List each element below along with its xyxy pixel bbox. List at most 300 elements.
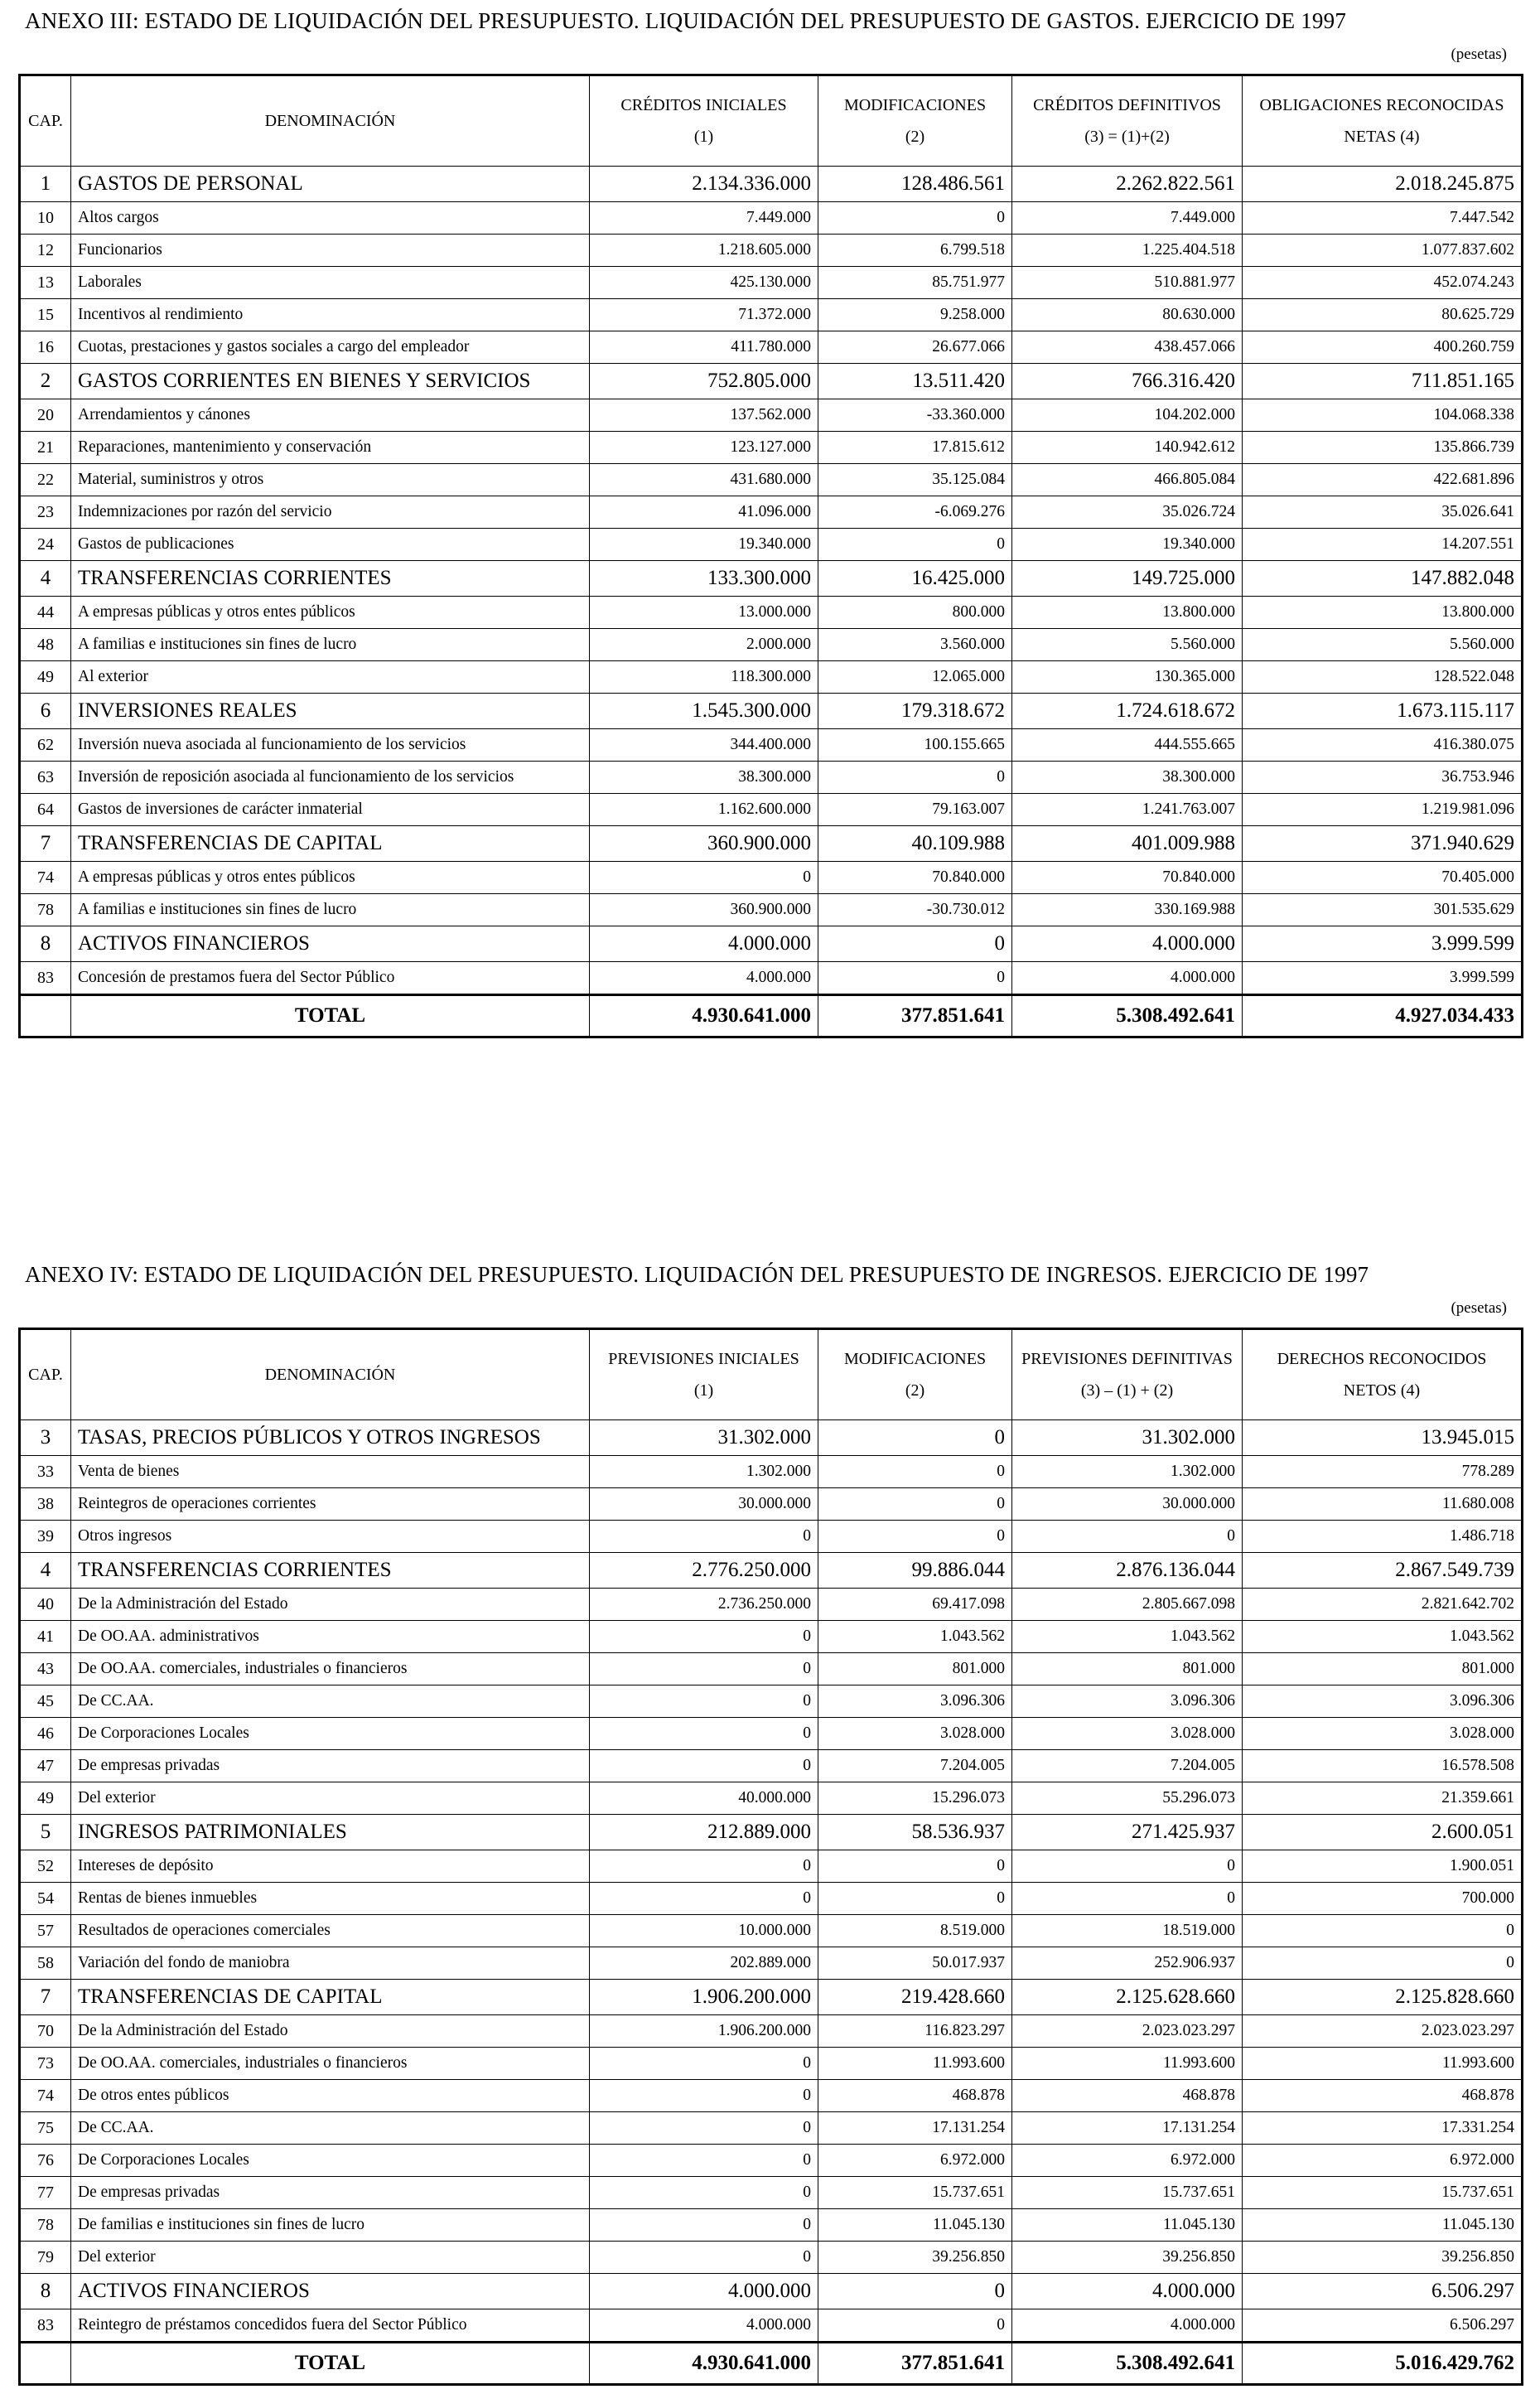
- table-row: [20, 364, 1523, 399]
- row-value-recognised: 371.940.629: [1243, 826, 1523, 862]
- row-value-definitive: 1.241.763.007: [1012, 794, 1243, 826]
- row-value-recognised: 7.447.542: [1243, 202, 1523, 235]
- annex-gastos-table: [18, 74, 1523, 1038]
- row-value-recognised: 16.578.508: [1243, 1750, 1523, 1782]
- total-label: TOTAL: [71, 2343, 590, 2385]
- row-value-definitive: 401.009.988: [1012, 826, 1243, 862]
- row-value-definitive: 70.840.000: [1012, 862, 1243, 894]
- row-cap: 38: [20, 1488, 71, 1521]
- row-value-modifications: 219.428.660: [818, 1980, 1012, 2015]
- annex-gastos-section: [18, 8, 1522, 1038]
- row-denominacion: De CC.AA.: [71, 1685, 590, 1718]
- row-value-recognised: 416.380.075: [1243, 729, 1523, 762]
- row-denominacion: De empresas privadas: [71, 1750, 590, 1782]
- row-value-definitive: 1.225.404.518: [1012, 235, 1243, 267]
- row-cap: 57: [20, 1915, 71, 1947]
- row-value-recognised: 422.681.896: [1243, 464, 1523, 496]
- row-value-initial: 752.805.000: [590, 364, 818, 399]
- annex-ingresos-table: [18, 1328, 1523, 2386]
- row-value-initial: 0: [590, 2242, 818, 2274]
- row-value-definitive: 1.043.562: [1012, 1621, 1243, 1653]
- row-value-initial: 360.900.000: [590, 894, 818, 926]
- row-denominacion: Arrendamientos y cánones: [71, 399, 590, 432]
- row-denominacion: TRANSFERENCIAS CORRIENTES: [71, 1553, 590, 1589]
- table-row: [20, 1883, 1523, 1915]
- table-row: [20, 826, 1523, 862]
- table-row: [20, 464, 1523, 496]
- row-denominacion: TRANSFERENCIAS DE CAPITAL: [71, 826, 590, 862]
- table-row: [20, 299, 1523, 331]
- row-value-modifications: 58.536.937: [818, 1815, 1012, 1850]
- row-value-initial: 19.340.000: [590, 529, 818, 561]
- row-value-initial: 344.400.000: [590, 729, 818, 762]
- row-value-modifications: 0: [818, 2309, 1012, 2343]
- row-denominacion: Reintegros de operaciones corrientes: [71, 1488, 590, 1521]
- row-value-definitive: 19.340.000: [1012, 529, 1243, 561]
- column-header-creditos-definitivos: CRÉDITOS DEFINITIVOS (3) = (1)+(2): [1012, 75, 1243, 167]
- table-row: [20, 2145, 1523, 2177]
- row-value-modifications: 800.000: [818, 597, 1012, 629]
- row-denominacion: De empresas privadas: [71, 2177, 590, 2209]
- row-value-initial: 1.218.605.000: [590, 235, 818, 267]
- row-value-definitive: 801.000: [1012, 1653, 1243, 1685]
- row-value-initial: 40.000.000: [590, 1782, 818, 1815]
- row-value-initial: 425.130.000: [590, 267, 818, 299]
- row-cap: 78: [20, 894, 71, 926]
- column-header-creditos-iniciales: CRÉDITOS INICIALES (1): [590, 75, 818, 167]
- table-row: [20, 1653, 1523, 1685]
- row-cap: 1: [20, 167, 71, 202]
- row-value-modifications: 13.511.420: [818, 364, 1012, 399]
- total-value-modifications: 377.851.641: [818, 2343, 1012, 2385]
- row-denominacion: INVERSIONES REALES: [71, 694, 590, 729]
- row-value-recognised: 3.028.000: [1243, 1718, 1523, 1750]
- table-row: [20, 1589, 1523, 1621]
- row-value-initial: 0: [590, 2209, 818, 2242]
- row-denominacion: De otros entes públicos: [71, 2080, 590, 2112]
- row-value-modifications: 26.677.066: [818, 331, 1012, 364]
- row-value-modifications: -6.069.276: [818, 496, 1012, 529]
- table-row: [20, 597, 1523, 629]
- row-value-definitive: 30.000.000: [1012, 1488, 1243, 1521]
- row-value-modifications: 99.886.044: [818, 1553, 1012, 1589]
- table-row: [20, 529, 1523, 561]
- row-value-definitive: 55.296.073: [1012, 1782, 1243, 1815]
- row-cap: 15: [20, 299, 71, 331]
- row-value-recognised: 80.625.729: [1243, 299, 1523, 331]
- table-row: [20, 661, 1523, 694]
- row-denominacion: Al exterior: [71, 661, 590, 694]
- row-value-initial: 4.000.000: [590, 2274, 818, 2309]
- row-value-modifications: 0: [818, 2274, 1012, 2309]
- row-cap: 33: [20, 1456, 71, 1488]
- row-value-definitive: 13.800.000: [1012, 597, 1243, 629]
- row-value-recognised: 301.535.629: [1243, 894, 1523, 926]
- row-value-recognised: 6.972.000: [1243, 2145, 1523, 2177]
- row-value-recognised: 2.821.642.702: [1243, 1589, 1523, 1621]
- row-value-definitive: 1.724.618.672: [1012, 694, 1243, 729]
- row-value-initial: 411.780.000: [590, 331, 818, 364]
- row-cap: 79: [20, 2242, 71, 2274]
- annex-ingresos-table-body: [20, 1420, 1523, 2385]
- row-value-initial: 2.736.250.000: [590, 1589, 818, 1621]
- row-value-modifications: 3.560.000: [818, 629, 1012, 661]
- table-header-row: [20, 1329, 1523, 1420]
- row-value-modifications: 17.131.254: [818, 2112, 1012, 2145]
- total-label: TOTAL: [71, 995, 590, 1037]
- row-value-recognised: 778.289: [1243, 1456, 1523, 1488]
- table-row: [20, 496, 1523, 529]
- annex-ingresos-units: (pesetas): [1451, 1299, 1507, 1317]
- table-row: [20, 1521, 1523, 1553]
- row-value-initial: 4.000.000: [590, 962, 818, 995]
- row-denominacion: De la Administración del Estado: [71, 1589, 590, 1621]
- row-value-initial: 41.096.000: [590, 496, 818, 529]
- table-row: [20, 862, 1523, 894]
- row-value-definitive: 4.000.000: [1012, 2274, 1243, 2309]
- row-cap: 76: [20, 2145, 71, 2177]
- row-denominacion: Altos cargos: [71, 202, 590, 235]
- row-value-recognised: 35.026.641: [1243, 496, 1523, 529]
- row-cap: 4: [20, 561, 71, 597]
- row-cap: 62: [20, 729, 71, 762]
- row-value-recognised: 468.878: [1243, 2080, 1523, 2112]
- annex-gastos-units: (pesetas): [1451, 46, 1507, 63]
- row-value-initial: 0: [590, 1685, 818, 1718]
- row-value-definitive: 0: [1012, 1521, 1243, 1553]
- row-value-definitive: 4.000.000: [1012, 926, 1243, 962]
- row-cap: 83: [20, 2309, 71, 2343]
- table-row: [20, 2274, 1523, 2309]
- row-value-modifications: 3.028.000: [818, 1718, 1012, 1750]
- total-value-definitive: 5.308.492.641: [1012, 2343, 1243, 2385]
- row-value-recognised: 39.256.850: [1243, 2242, 1523, 2274]
- row-value-recognised: 0: [1243, 1947, 1523, 1980]
- row-denominacion: A familias e instituciones sin fines de lucro: [71, 629, 590, 661]
- row-value-definitive: 4.000.000: [1012, 962, 1243, 995]
- row-denominacion: Incentivos al rendimiento: [71, 299, 590, 331]
- row-value-initial: 0: [590, 1750, 818, 1782]
- row-value-definitive: 130.365.000: [1012, 661, 1243, 694]
- row-value-definitive: 140.942.612: [1012, 432, 1243, 464]
- row-denominacion: De OO.AA. comerciales, industriales o financieros: [71, 2048, 590, 2080]
- row-denominacion: Otros ingresos: [71, 1521, 590, 1553]
- row-cap: 45: [20, 1685, 71, 1718]
- row-denominacion: GASTOS DE PERSONAL: [71, 167, 590, 202]
- row-cap: 78: [20, 2209, 71, 2242]
- row-value-recognised: 36.753.946: [1243, 762, 1523, 794]
- table-row: [20, 167, 1523, 202]
- row-denominacion: Indemnizaciones por razón del servicio: [71, 496, 590, 529]
- row-denominacion: De OO.AA. comerciales, industriales o financieros: [71, 1653, 590, 1685]
- row-value-definitive: 149.725.000: [1012, 561, 1243, 597]
- row-denominacion: Concesión de prestamos fuera del Sector Público: [71, 962, 590, 995]
- column-header-denominacion: DENOMINACIÓN: [71, 75, 590, 167]
- row-value-recognised: 6.506.297: [1243, 2309, 1523, 2343]
- row-value-modifications: 7.204.005: [818, 1750, 1012, 1782]
- row-value-definitive: 104.202.000: [1012, 399, 1243, 432]
- row-value-initial: 31.302.000: [590, 1420, 818, 1456]
- row-denominacion: TASAS, PRECIOS PÚBLICOS Y OTROS INGRESOS: [71, 1420, 590, 1456]
- annex-ingresos-title: ANEXO IV: ESTADO DE LIQUIDACIÓN DEL PRESUPUESTO. LIQUIDACIÓN DEL PRESUPUESTO DE INGRESOS. EJERCICIO DE 1997: [25, 1262, 1369, 1287]
- row-value-definitive: 2.125.628.660: [1012, 1980, 1243, 2015]
- row-value-modifications: 179.318.672: [818, 694, 1012, 729]
- table-row: [20, 2242, 1523, 2274]
- row-value-definitive: 438.457.066: [1012, 331, 1243, 364]
- row-value-modifications: 0: [818, 1883, 1012, 1915]
- row-denominacion: Laborales: [71, 267, 590, 299]
- total-value-initial: 4.930.641.000: [590, 995, 818, 1037]
- row-cap: 7: [20, 1980, 71, 2015]
- row-cap: 3: [20, 1420, 71, 1456]
- row-denominacion: Gastos de inversiones de carácter inmaterial: [71, 794, 590, 826]
- table-row: [20, 894, 1523, 926]
- row-value-initial: 360.900.000: [590, 826, 818, 862]
- row-value-recognised: 2.125.828.660: [1243, 1980, 1523, 2015]
- row-cap: 8: [20, 926, 71, 962]
- row-value-recognised: 1.673.115.117: [1243, 694, 1523, 729]
- row-value-recognised: 1.900.051: [1243, 1850, 1523, 1883]
- row-value-modifications: 0: [818, 762, 1012, 794]
- row-value-definitive: 444.555.665: [1012, 729, 1243, 762]
- row-value-initial: 0: [590, 2112, 818, 2145]
- row-value-initial: 38.300.000: [590, 762, 818, 794]
- row-value-modifications: 8.519.000: [818, 1915, 1012, 1947]
- row-value-modifications: 12.065.000: [818, 661, 1012, 694]
- row-denominacion: Gastos de publicaciones: [71, 529, 590, 561]
- row-value-initial: 1.302.000: [590, 1456, 818, 1488]
- row-value-modifications: 0: [818, 1488, 1012, 1521]
- row-value-definitive: 11.993.600: [1012, 2048, 1243, 2080]
- table-row: [20, 1915, 1523, 1947]
- row-denominacion: Variación del fondo de maniobra: [71, 1947, 590, 1980]
- table-total-row: [20, 995, 1523, 1037]
- row-value-modifications: 0: [818, 1456, 1012, 1488]
- row-denominacion: De OO.AA. administrativos: [71, 1621, 590, 1653]
- row-denominacion: Venta de bienes: [71, 1456, 590, 1488]
- annex-gastos-title: ANEXO III: ESTADO DE LIQUIDACIÓN DEL PRESUPUESTO. LIQUIDACIÓN DEL PRESUPUESTO DE GASTOS. EJERCICIO DE 1997: [25, 8, 1347, 33]
- row-value-definitive: 2.262.822.561: [1012, 167, 1243, 202]
- row-value-recognised: 1.077.837.602: [1243, 235, 1523, 267]
- row-denominacion: Inversión nueva asociada al funcionamiento de los servicios: [71, 729, 590, 762]
- row-value-initial: 7.449.000: [590, 202, 818, 235]
- row-value-recognised: 135.866.739: [1243, 432, 1523, 464]
- table-row: [20, 235, 1523, 267]
- row-cap: 40: [20, 1589, 71, 1621]
- row-value-modifications: 0: [818, 1850, 1012, 1883]
- table-row: [20, 926, 1523, 962]
- row-cap: 16: [20, 331, 71, 364]
- row-value-initial: 2.000.000: [590, 629, 818, 661]
- row-value-modifications: 15.737.651: [818, 2177, 1012, 2209]
- row-value-recognised: 11.680.008: [1243, 1488, 1523, 1521]
- annex-gastos-table-body: [20, 167, 1523, 1037]
- row-value-modifications: 11.045.130: [818, 2209, 1012, 2242]
- row-value-modifications: 50.017.937: [818, 1947, 1012, 1980]
- column-header-denominacion: DENOMINACIÓN: [71, 1329, 590, 1420]
- table-row: [20, 202, 1523, 235]
- table-row: [20, 1850, 1523, 1883]
- column-header-modificaciones: MODIFICACIONES (2): [818, 1329, 1012, 1420]
- row-value-initial: 202.889.000: [590, 1947, 818, 1980]
- row-cap: 10: [20, 202, 71, 235]
- row-cap: 12: [20, 235, 71, 267]
- row-value-definitive: 15.737.651: [1012, 2177, 1243, 2209]
- row-cap: 13: [20, 267, 71, 299]
- row-value-initial: 133.300.000: [590, 561, 818, 597]
- row-value-modifications: 3.096.306: [818, 1685, 1012, 1718]
- row-value-recognised: 128.522.048: [1243, 661, 1523, 694]
- row-value-modifications: 0: [818, 529, 1012, 561]
- row-denominacion: Del exterior: [71, 2242, 590, 2274]
- row-value-initial: 431.680.000: [590, 464, 818, 496]
- table-row: [20, 694, 1523, 729]
- table-row: [20, 794, 1523, 826]
- table-row: [20, 561, 1523, 597]
- row-denominacion: De la Administración del Estado: [71, 2015, 590, 2048]
- table-row: [20, 1685, 1523, 1718]
- column-header-derechos-reconocidos: DERECHOS RECONOCIDOS NETOS (4): [1243, 1329, 1523, 1420]
- table-row: [20, 2209, 1523, 2242]
- row-value-definitive: 3.096.306: [1012, 1685, 1243, 1718]
- table-row: [20, 432, 1523, 464]
- table-row: [20, 1456, 1523, 1488]
- row-denominacion: A empresas públicas y otros entes públicos: [71, 862, 590, 894]
- table-total-row: [20, 2343, 1523, 2385]
- row-denominacion: Funcionarios: [71, 235, 590, 267]
- row-value-definitive: 1.302.000: [1012, 1456, 1243, 1488]
- row-cap: 73: [20, 2048, 71, 2080]
- row-value-initial: 13.000.000: [590, 597, 818, 629]
- row-cap: 8: [20, 2274, 71, 2309]
- row-denominacion: De Corporaciones Locales: [71, 2145, 590, 2177]
- row-value-definitive: 38.300.000: [1012, 762, 1243, 794]
- row-value-definitive: 39.256.850: [1012, 2242, 1243, 2274]
- row-cap: 24: [20, 529, 71, 561]
- row-denominacion: Del exterior: [71, 1782, 590, 1815]
- row-denominacion: TRANSFERENCIAS DE CAPITAL: [71, 1980, 590, 2015]
- row-cap: 21: [20, 432, 71, 464]
- column-header-cap: CAP.: [20, 75, 71, 167]
- row-value-initial: 0: [590, 2048, 818, 2080]
- row-cap: 39: [20, 1521, 71, 1553]
- section-spacer: [18, 1038, 1522, 1262]
- row-value-definitive: 466.805.084: [1012, 464, 1243, 496]
- row-value-modifications: 468.878: [818, 2080, 1012, 2112]
- row-cap: 23: [20, 496, 71, 529]
- total-value-recognised: 4.927.034.433: [1243, 995, 1523, 1037]
- row-denominacion: ACTIVOS FINANCIEROS: [71, 2274, 590, 2309]
- row-cap: 7: [20, 826, 71, 862]
- row-cap: 4: [20, 1553, 71, 1589]
- row-value-recognised: 13.945.015: [1243, 1420, 1523, 1456]
- column-header-previsiones-definitivas: PREVISIONES DEFINITIVAS (3) – (1) + (2): [1012, 1329, 1243, 1420]
- row-value-definitive: 18.519.000: [1012, 1915, 1243, 1947]
- row-denominacion: GASTOS CORRIENTES EN BIENES Y SERVICIOS: [71, 364, 590, 399]
- table-row: [20, 1553, 1523, 1589]
- table-row: [20, 1782, 1523, 1815]
- row-denominacion: Reintegro de préstamos concedidos fuera del Sector Público: [71, 2309, 590, 2343]
- row-value-initial: 10.000.000: [590, 1915, 818, 1947]
- row-denominacion: A empresas públicas y otros entes públicos: [71, 597, 590, 629]
- row-cap: 41: [20, 1621, 71, 1653]
- row-denominacion: ACTIVOS FINANCIEROS: [71, 926, 590, 962]
- row-value-recognised: 5.560.000: [1243, 629, 1523, 661]
- row-value-modifications: 79.163.007: [818, 794, 1012, 826]
- row-value-modifications: 9.258.000: [818, 299, 1012, 331]
- table-row: [20, 1980, 1523, 2015]
- row-cap: 64: [20, 794, 71, 826]
- row-cap: 44: [20, 597, 71, 629]
- row-value-initial: 1.906.200.000: [590, 1980, 818, 2015]
- row-value-modifications: 6.799.518: [818, 235, 1012, 267]
- row-value-initial: 0: [590, 1718, 818, 1750]
- row-denominacion: INGRESOS PATRIMONIALES: [71, 1815, 590, 1850]
- row-value-initial: 0: [590, 2177, 818, 2209]
- row-denominacion: De CC.AA.: [71, 2112, 590, 2145]
- total-cap: [20, 2343, 71, 2385]
- row-value-initial: 137.562.000: [590, 399, 818, 432]
- row-value-initial: 1.906.200.000: [590, 2015, 818, 2048]
- table-row: [20, 1815, 1523, 1850]
- row-value-definitive: 2.023.023.297: [1012, 2015, 1243, 2048]
- row-value-initial: 1.545.300.000: [590, 694, 818, 729]
- row-denominacion: Reparaciones, mantenimiento y conservación: [71, 432, 590, 464]
- row-cap: 74: [20, 2080, 71, 2112]
- table-row: [20, 962, 1523, 995]
- row-value-recognised: 1.219.981.096: [1243, 794, 1523, 826]
- row-cap: 48: [20, 629, 71, 661]
- row-denominacion: A familias e instituciones sin fines de lucro: [71, 894, 590, 926]
- annex-ingresos-table-head: [20, 1329, 1523, 1420]
- table-row: [20, 1947, 1523, 1980]
- row-cap: 46: [20, 1718, 71, 1750]
- row-cap: 22: [20, 464, 71, 496]
- row-value-modifications: 128.486.561: [818, 167, 1012, 202]
- row-value-modifications: 35.125.084: [818, 464, 1012, 496]
- total-value-definitive: 5.308.492.641: [1012, 995, 1243, 1037]
- row-value-definitive: 510.881.977: [1012, 267, 1243, 299]
- row-value-initial: 1.162.600.000: [590, 794, 818, 826]
- row-value-recognised: 11.993.600: [1243, 2048, 1523, 2080]
- row-cap: 83: [20, 962, 71, 995]
- row-value-modifications: 40.109.988: [818, 826, 1012, 862]
- row-value-definitive: 35.026.724: [1012, 496, 1243, 529]
- table-row: [20, 1718, 1523, 1750]
- row-cap: 6: [20, 694, 71, 729]
- row-value-recognised: 3.096.306: [1243, 1685, 1523, 1718]
- row-value-recognised: 17.331.254: [1243, 2112, 1523, 2145]
- row-value-initial: 71.372.000: [590, 299, 818, 331]
- row-value-initial: 2.776.250.000: [590, 1553, 818, 1589]
- row-value-definitive: 766.316.420: [1012, 364, 1243, 399]
- total-value-recognised: 5.016.429.762: [1243, 2343, 1523, 2385]
- row-value-definitive: 17.131.254: [1012, 2112, 1243, 2145]
- row-value-recognised: 147.882.048: [1243, 561, 1523, 597]
- row-value-modifications: 15.296.073: [818, 1782, 1012, 1815]
- row-value-modifications: 0: [818, 202, 1012, 235]
- row-value-definitive: 0: [1012, 1850, 1243, 1883]
- row-denominacion: De familias e instituciones sin fines de lucro: [71, 2209, 590, 2242]
- row-value-recognised: 2.023.023.297: [1243, 2015, 1523, 2048]
- table-row: [20, 1621, 1523, 1653]
- row-denominacion: Inversión de reposición asociada al funcionamiento de los servicios: [71, 762, 590, 794]
- row-value-modifications: 1.043.562: [818, 1621, 1012, 1653]
- row-value-initial: 4.000.000: [590, 926, 818, 962]
- row-value-initial: 0: [590, 2145, 818, 2177]
- table-row: [20, 2309, 1523, 2343]
- row-cap: 2: [20, 364, 71, 399]
